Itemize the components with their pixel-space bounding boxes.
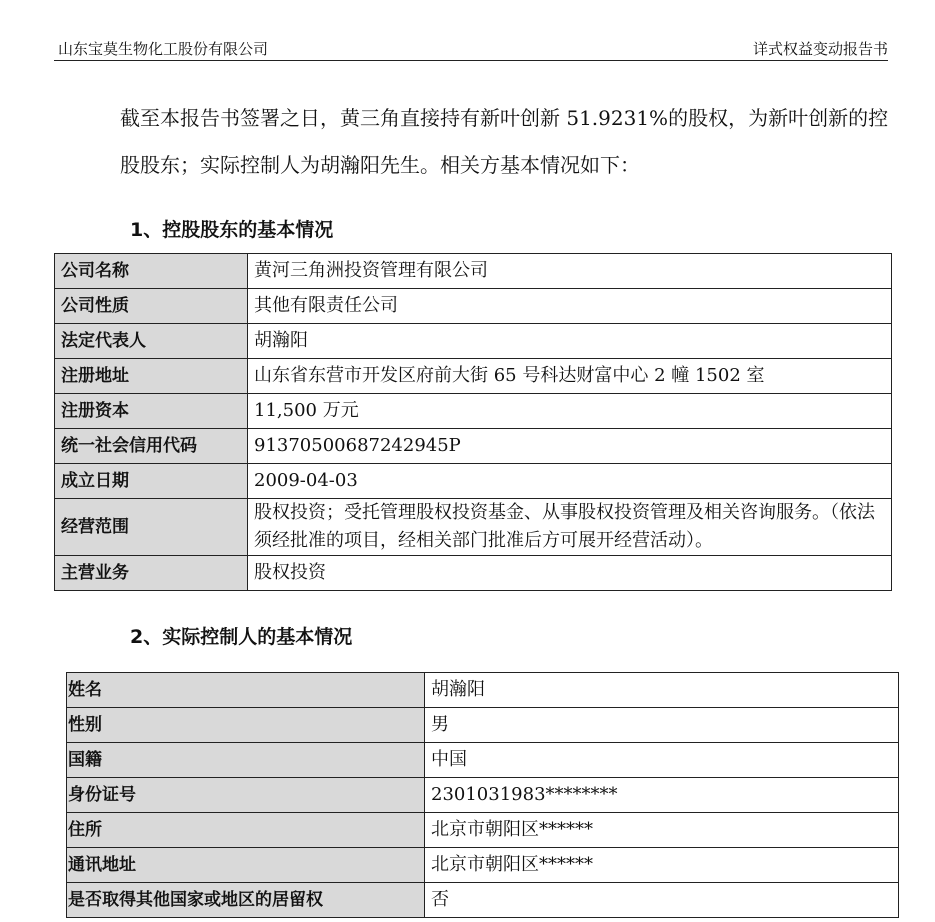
row-value: 2009-04-03 (248, 464, 892, 499)
row-value: 91370500687242945P (248, 429, 892, 464)
section2-title: 2、实际控制人的基本情况 (130, 626, 353, 648)
table-row (67, 778, 899, 813)
actual-controller-table (66, 672, 899, 918)
row-label: 身份证号 (67, 778, 425, 813)
row-value: 男 (425, 708, 899, 743)
row-label: 统一社会信用代码 (55, 429, 248, 464)
section1-title: 1、控股股东的基本情况 (130, 219, 334, 241)
row-label: 姓名 (67, 673, 425, 708)
header-company: 山东宝莫生物化工股份有限公司 (58, 40, 269, 58)
intro-text: 截至本报告书签署之日，黄三角直接持有新叶创新 51.9231%的股权，为新叶创新的控股股东；实际控制人为胡瀚阳先生。相关方基本情况如下： (120, 106, 889, 177)
row-label: 主营业务 (55, 556, 248, 591)
row-value: 山东省东营市开发区府前大街 65 号科达财富中心 2 幢 1502 室 (248, 359, 892, 394)
table-row (55, 324, 892, 359)
row-label: 法定代表人 (55, 324, 248, 359)
table-row (55, 464, 892, 499)
row-label: 国籍 (67, 743, 425, 778)
intro-paragraph (80, 95, 892, 189)
row-label: 通讯地址 (67, 848, 425, 883)
table-row (55, 556, 892, 591)
table-row (55, 429, 892, 464)
table-row (55, 289, 892, 324)
row-label: 注册资本 (55, 394, 248, 429)
table-row (67, 883, 899, 918)
row-label: 公司名称 (55, 254, 248, 289)
header-doc-title: 详式权益变动报告书 (752, 40, 888, 58)
row-value: 否 (425, 883, 899, 918)
row-value: 11,500 万元 (248, 394, 892, 429)
page-header (54, 36, 888, 61)
row-value: 胡瀚阳 (248, 324, 892, 359)
row-value: 2301031983******** (425, 778, 899, 813)
row-label: 性别 (67, 708, 425, 743)
row-value: 股权投资；受托管理股权投资基金、从事股权投资管理及相关咨询服务。（依法须经批准的项目，经相关部门批准后方可展开经营活动）。 (248, 499, 892, 556)
row-label: 住所 (67, 813, 425, 848)
table-row (67, 708, 899, 743)
table-row (55, 499, 892, 556)
row-value: 北京市朝阳区****** (425, 813, 899, 848)
row-value: 股权投资 (248, 556, 892, 591)
row-label: 公司性质 (55, 289, 248, 324)
table-row (55, 359, 892, 394)
table-row (67, 813, 899, 848)
table-row (55, 394, 892, 429)
table-row (67, 673, 899, 708)
table-row (55, 254, 892, 289)
row-label: 是否取得其他国家或地区的居留权 (67, 883, 425, 918)
table-row (67, 743, 899, 778)
controlling-shareholder-table (54, 253, 892, 591)
table-row (67, 848, 899, 883)
row-label: 成立日期 (55, 464, 248, 499)
row-value: 黄河三角洲投资管理有限公司 (248, 254, 892, 289)
row-label: 经营范围 (55, 499, 248, 556)
row-value: 中国 (425, 743, 899, 778)
row-value: 北京市朝阳区****** (425, 848, 899, 883)
row-value: 其他有限责任公司 (248, 289, 892, 324)
row-value: 胡瀚阳 (425, 673, 899, 708)
row-label: 注册地址 (55, 359, 248, 394)
